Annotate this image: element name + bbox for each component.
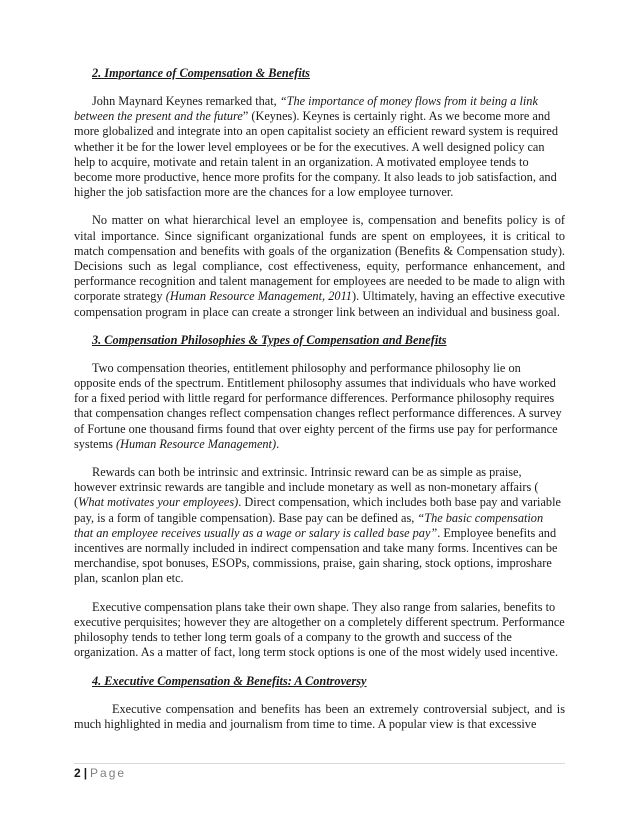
- text-run: John Maynard Keynes remarked that,: [92, 94, 280, 108]
- section-3-paragraph-3: Executive compensation plans take their own shape. They also range from salaries, benefits to executive perquisites; however they are altogether on a completely different spectrum. Performance philosophy tends to tether long term goals of a company to the growth and success of the organization. As a matter of fact, long term stock options is one of the most widely used incentive.: [74, 599, 565, 660]
- page-footer: [74, 763, 565, 780]
- text-run: Rewards can both be intrinsic and extrinsic. Intrinsic reward can be as simple as praise, however extrinsic rewards are tangible and include monetary as well as non-monetary affairs ( (: [74, 465, 539, 510]
- section-3-paragraph-1: [74, 361, 565, 452]
- text-run: .: [276, 436, 280, 451]
- text-run: ). Ultimately, having an effective executive compensation program in place can create a stronger link between an individual and business goal.: [74, 289, 566, 319]
- footer-divider: [74, 763, 565, 764]
- page-label: Page: [90, 766, 127, 780]
- base-pay-quote: “The basic compensation that an employee receives usually as a wage or salary is called base pay”: [74, 510, 544, 540]
- keynes-quote: “The importance of money flows from it being a link between the present and the future: [74, 94, 538, 124]
- section-2-heading: 2. Importance of Compensation & Benefits: [92, 66, 310, 80]
- section-4-paragraph-1: Executive compensation and benefits has been an extremely controversial subject, and is much highlighted in media and journalism from time to time. A popular view is that excessive: [74, 701, 565, 731]
- text-run: . Employee benefits and incentives are normally included in indirect compensation and take many forms. Incentives can be merchandise, spot bonuses, ESOPs, commissions, praise, gain sharing, stock options, improshare plan, scanlon plan etc.: [74, 525, 558, 586]
- section-2-paragraph-1: [74, 94, 565, 200]
- section-3-heading: 3. Compensation Philosophies & Types of Compensation and Benefits: [92, 332, 447, 347]
- text-run: . Direct compensation, which includes both base pay and variable pay, is a form of tangible compensation). Base pay can be defined as,: [74, 495, 561, 525]
- page-number-line: [74, 766, 565, 780]
- page-content: [74, 66, 565, 732]
- section-3-paragraph-2: [74, 465, 565, 587]
- text-run: Two compensation theories, entitlement philosophy and performance philosophy lie on opposite ends of the spectrum. Entitlement philosophy assumes that individuals who have worked for a fixed period with little regard for performance differences. Performance philosophy requires that compensation changes reflect compensation changes reflect performance differences. A survey of Fortune one thousand firms found that over eighty percent of the firms use pay for performance systems: [74, 360, 562, 451]
- section-4-heading: 4. Executive Compensation & Benefits: A Controversy: [92, 673, 367, 688]
- section-2-paragraph-2: [74, 213, 565, 319]
- text-run: ” (Keynes). Keynes is certainly right. As we become more and more globalized and integrate into an open capitalist society an efficient reward system is required whether it be for the lower level employees or be for the executives. A well designed policy can help to acquire, motivate and retain talent in an organization. A motivated employee tends to become more productive, hence more profits for the company. It also leads to job satisfaction, and higher the job satisfaction more are the chances for a low employee turnover.: [74, 109, 558, 200]
- page-separator: |: [83, 766, 88, 780]
- citation: (Human Resource Management, 2011: [165, 289, 352, 304]
- text-run: No matter on what hierarchical level an employee is, compensation and benefits policy is of vital importance. Since significant organizational funds are spent on employees, it is critical to match compensation and benefits with goals of the organization (Benefits & Compensation study). Decisions such as legal compliance, cost effectiveness, equity, performance enhancement, and performance recognition and talent management for employees are needed to be made to align with corporate strategy: [74, 213, 565, 304]
- page-number: 2: [74, 766, 81, 780]
- citation: What motivates your employees): [78, 495, 239, 510]
- citation: (Human Resource Management): [116, 436, 277, 451]
